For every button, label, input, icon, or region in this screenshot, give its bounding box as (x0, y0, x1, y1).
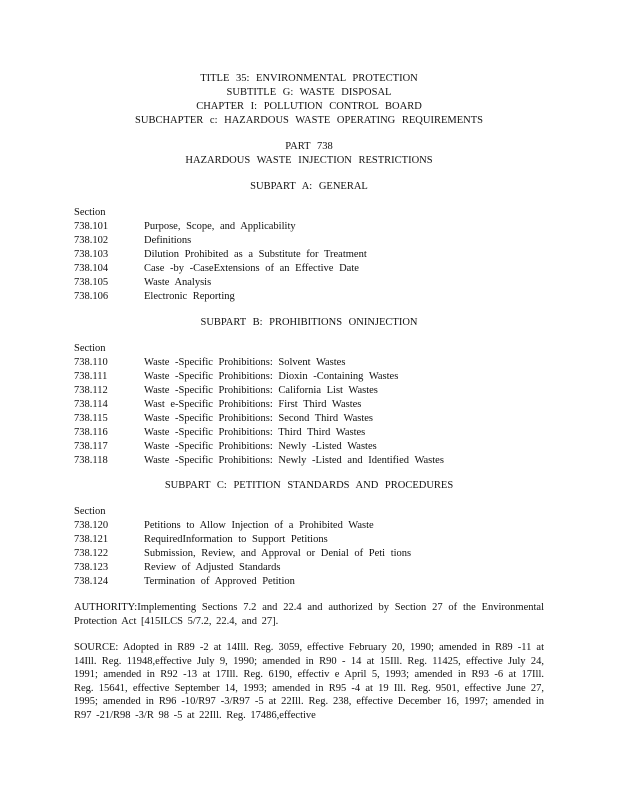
section-number: 738.101 (74, 221, 109, 232)
section-title: Submission, Review, and Approval or Denial of Peti tions (144, 548, 412, 559)
section-number: 738.104 (74, 263, 109, 274)
subpart-c-heading: SUBPART C: PETITION STANDARDS AND PROCEDURES (164, 480, 454, 491)
section-number: 738.124 (74, 576, 109, 587)
subpart-b-heading: SUBPART B: PROHIBITIONS ONINJECTION (200, 317, 418, 328)
section-title: Waste -Specific Prohibitions: Dioxin -Containing Wastes (144, 371, 399, 382)
section-title: Waste -Specific Prohibitions: California List Wastes (144, 385, 378, 396)
section-number: 738.117 (74, 441, 108, 452)
section-title: RequiredInformation to Support Petitions (144, 534, 328, 545)
chapter-line: CHAPTER I: POLLUTION CONTROL BOARD (196, 101, 422, 112)
section-title: Purpose, Scope, and Applicability (144, 221, 296, 232)
section-label: Section (74, 343, 106, 354)
section-number: 738.111 (74, 371, 108, 382)
authority-note: AUTHORITY:Implementing Sections 7.2 and 22.4 and authorized by Section 27 of the Environmental Protection Act [415ILCS 5/7.2, 22.4, and 27]. (74, 602, 544, 627)
section-number: 738.114 (74, 399, 108, 410)
title-line: TITLE 35: ENVIRONMENTAL PROTECTION (200, 73, 418, 84)
section-title: Definitions (144, 235, 192, 246)
section-title: Waste -Specific Prohibitions: Newly -Listed and Identified Wastes (144, 455, 444, 466)
section-title: Waste -Specific Prohibitions: Solvent Wastes (144, 357, 346, 368)
section-number: 738.118 (74, 455, 108, 466)
section-number: 738.115 (74, 413, 108, 424)
section-number: 738.123 (74, 562, 109, 573)
section-label: Section (74, 506, 106, 517)
section-number: 738.106 (74, 291, 109, 302)
section-number: 738.116 (74, 427, 108, 438)
section-number: 738.121 (74, 534, 109, 545)
subchapter-line: SUBCHAPTER c: HAZARDOUS WASTE OPERATING REQUIREMENTS (135, 115, 483, 126)
section-title: Waste -Specific Prohibitions: Third Third Wastes (144, 427, 366, 438)
subtitle-line: SUBTITLE G: WASTE DISPOSAL (226, 87, 392, 98)
source-note: SOURCE: Adopted in R89 -2 at 14Ill. Reg. 3059, effective February 20, 1990; amended in R89 -11 at 14Ill. Reg. 11948,effective July 9, 1990; amended in R90 - 14 at 15Ill. Reg. 11425, effective July 24, 1991; amended in R92 -13 at 17Ill. Reg. 6190, effectiv e April 5, 1993; amended in R93 -6 at 17Ill. Reg. 15641, effective September 14, 1993; amended in R95 -4 at 19 Ill. Reg. 9501, effective June 27, 1995; amended in R96 -10/R97 -3/R97 -5 at 22Ill. Reg. 238, effective December 16, 1997; amended in R97 -21/R98 -3/R 98 -5 at 22Ill. Reg. 17486,effective (74, 642, 544, 721)
section-title: Review of Adjusted Standards (144, 562, 281, 573)
subpart-a-heading: SUBPART A: GENERAL (250, 181, 368, 192)
section-title: Case -by -CaseExtensions of an Effective Date (144, 263, 359, 274)
section-title: Termination of Approved Petition (144, 576, 295, 587)
section-label: Section (74, 207, 106, 218)
section-title: Dilution Prohibited as a Substitute for Treatment (144, 249, 367, 260)
section-title: Waste -Specific Prohibitions: Newly -Listed Wastes (144, 441, 377, 452)
section-number: 738.112 (74, 385, 108, 396)
section-title: Wast e-Specific Prohibitions: First Third Wastes (144, 399, 362, 410)
part-title: HAZARDOUS WASTE INJECTION RESTRICTIONS (185, 155, 433, 166)
part-number: PART 738 (285, 141, 333, 152)
section-number: 738.120 (74, 520, 109, 531)
section-number: 738.110 (74, 357, 108, 368)
section-number: 738.103 (74, 249, 109, 260)
section-title: Petitions to Allow Injection of a Prohibited Waste (144, 520, 374, 531)
section-number: 738.102 (74, 235, 109, 246)
section-title: Waste Analysis (144, 277, 212, 288)
section-number: 738.105 (74, 277, 109, 288)
section-number: 738.122 (74, 548, 109, 559)
section-title: Waste -Specific Prohibitions: Second Third Wastes (144, 413, 374, 424)
section-title: Electronic Reporting (144, 291, 235, 302)
